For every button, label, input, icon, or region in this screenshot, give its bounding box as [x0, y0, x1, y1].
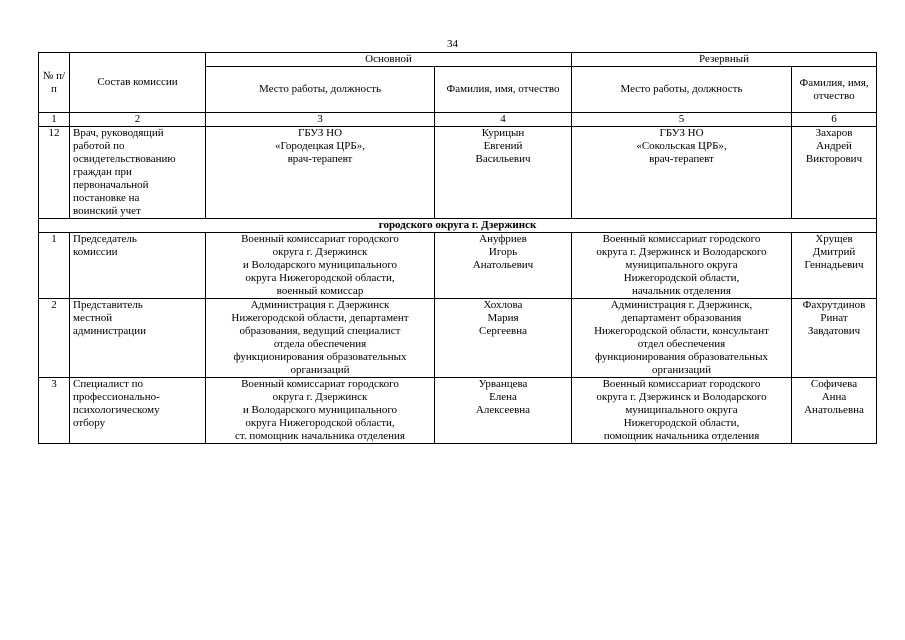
cell-line: Военный комиссариат городского: [241, 378, 399, 390]
cell-line: отдел обеспечения: [637, 338, 726, 350]
row-number: 1: [39, 233, 70, 299]
cell-line: Фахрутдинов: [802, 299, 866, 311]
column-number: 6: [792, 113, 877, 127]
cell-line: Нижегородской области,: [623, 417, 740, 429]
cell-line: Ринат: [820, 312, 848, 324]
cell-line: округа г. Дзержинск: [272, 391, 368, 403]
cell-line: Администрация г. Дзержинск: [250, 299, 390, 311]
column-number: 1: [39, 113, 70, 127]
cell-line: Председатель: [73, 233, 137, 245]
cell-line: отбору: [73, 417, 106, 429]
cell-line: Курицын: [481, 127, 525, 139]
cell-line: помощник начальника отделения: [603, 430, 760, 442]
header-main-name: Фамилия, имя, отчество: [435, 67, 572, 113]
cell-line: Анна: [821, 391, 847, 403]
cell-line: ГБУЗ НО: [297, 127, 343, 139]
table-row: [39, 127, 877, 219]
cell-line: организаций: [651, 364, 712, 376]
column-number: 3: [206, 113, 435, 127]
cell-line: начальник отделения: [632, 285, 731, 297]
cell-line: Васильевич: [475, 153, 531, 165]
role-cell: [70, 127, 206, 219]
cell-line: врач-терапевт: [287, 153, 353, 165]
cell-line: Геннадьевич: [804, 259, 864, 271]
cell-line: Андрей: [816, 140, 852, 152]
cell-line: Нижегородской области, департамент: [231, 312, 409, 324]
row-number: 2: [39, 299, 70, 378]
cell-line: Викторович: [805, 153, 863, 165]
cell-line: и Володарского муниципального: [242, 259, 398, 271]
cell-line: и Володарского муниципального: [242, 404, 398, 416]
cell-line: Елена: [489, 391, 517, 403]
cell-line: функционирования образовательных: [594, 351, 769, 363]
reserve-workplace-cell: [572, 299, 792, 378]
section-row: [39, 219, 877, 233]
header-main-workplace: Место работы, должность: [206, 67, 435, 113]
cell-line: постановке на: [73, 192, 140, 204]
cell-line: Военный комиссариат городского: [602, 378, 761, 390]
section-title: городского округа г. Дзержинск: [39, 219, 877, 233]
cell-line: Анатольевич: [472, 259, 534, 271]
cell-line: Урванцева: [478, 378, 528, 390]
reserve-name-cell: [792, 127, 877, 219]
cell-line: округа Нижегородской области,: [245, 272, 395, 284]
cell-line: отдела обеспечения: [273, 338, 367, 350]
header-num: № п/п: [39, 53, 70, 113]
cell-line: Хохлова: [483, 299, 523, 311]
cell-line: муниципального округа: [625, 259, 738, 271]
column-number: 5: [572, 113, 792, 127]
main-name-cell: [435, 233, 572, 299]
main-name-cell: [435, 127, 572, 219]
cell-line: военный комиссар: [276, 285, 364, 297]
cell-line: работой по: [73, 140, 125, 152]
cell-line: «Городецкая ЦРБ»,: [275, 140, 365, 152]
cell-line: Завдатович: [807, 325, 861, 337]
cell-line: Захаров: [815, 127, 853, 139]
cell-line: Врач, руководящий: [73, 127, 164, 139]
cell-line: первоначальной: [73, 179, 149, 191]
cell-line: Администрация г. Дзержинск,: [610, 299, 753, 311]
reserve-workplace-cell: [572, 233, 792, 299]
row-number: 12: [39, 127, 70, 219]
cell-line: Нижегородской области, консультант: [594, 325, 769, 337]
cell-line: «Сокольская ЦРБ»,: [636, 140, 727, 152]
cell-line: Хрущев: [815, 233, 853, 245]
cell-line: Дмитрий: [812, 246, 856, 258]
row-number: 3: [39, 378, 70, 444]
page-number: 34: [447, 38, 458, 50]
header-composition: Состав комиссии: [70, 53, 206, 113]
cell-line: воинский учет: [73, 205, 141, 217]
cell-line: освидетельствованию: [73, 153, 176, 165]
cell-line: Мария: [487, 312, 519, 324]
cell-line: администрации: [73, 325, 146, 337]
commission-table: [38, 52, 877, 444]
cell-line: Алексеевна: [475, 404, 531, 416]
cell-line: департамент образования: [621, 312, 742, 324]
cell-line: округа г. Дзержинск: [272, 246, 368, 258]
role-cell: [70, 233, 206, 299]
role-cell: [70, 299, 206, 378]
reserve-name-cell: [792, 378, 877, 444]
cell-line: местной: [73, 312, 113, 324]
cell-line: округа г. Дзержинск и Володарского: [596, 391, 767, 403]
column-number-row: [39, 113, 877, 127]
cell-line: Софичева: [810, 378, 858, 390]
role-cell: [70, 378, 206, 444]
header-reserve-group: Резервный: [572, 53, 877, 67]
cell-line: Игорь: [488, 246, 518, 258]
cell-line: округа г. Дзержинск и Володарского: [596, 246, 767, 258]
main-name-cell: [435, 378, 572, 444]
cell-line: Ануфриев: [479, 233, 527, 245]
cell-line: муниципального округа: [625, 404, 738, 416]
reserve-name-cell: [792, 233, 877, 299]
header-main-group: Основной: [206, 53, 572, 67]
cell-line: врач-терапевт: [649, 153, 714, 165]
cell-line: Представитель: [73, 299, 143, 311]
cell-line: ГБУЗ НО: [659, 127, 704, 139]
header-row-1: [39, 53, 877, 67]
column-number: 2: [70, 113, 206, 127]
table-row: [39, 378, 877, 444]
header-reserve-workplace: Место работы, должность: [572, 67, 792, 113]
cell-line: Военный комиссариат городского: [602, 233, 761, 245]
cell-line: организаций: [290, 364, 350, 376]
cell-line: Анатольевна: [804, 404, 864, 416]
main-workplace-cell: [206, 378, 435, 444]
cell-line: Специалист по: [73, 378, 144, 390]
cell-line: округа Нижегородской области,: [245, 417, 395, 429]
cell-line: функционирования образовательных: [233, 351, 407, 363]
cell-line: комиссии: [73, 246, 118, 258]
cell-line: ст. помощник начальника отделения: [235, 430, 405, 442]
column-number: 4: [435, 113, 572, 127]
table-row: [39, 299, 877, 378]
cell-line: Сергеевна: [479, 325, 527, 337]
cell-line: граждан при: [73, 166, 132, 178]
cell-line: Евгений: [483, 140, 523, 152]
reserve-workplace-cell: [572, 378, 792, 444]
header-reserve-name: Фамилия, имя, отчество: [792, 67, 877, 113]
main-workplace-cell: [206, 127, 435, 219]
cell-line: профессионально-: [73, 391, 160, 403]
main-name-cell: [435, 299, 572, 378]
table-row: [39, 233, 877, 299]
reserve-workplace-cell: [572, 127, 792, 219]
reserve-name-cell: [792, 299, 877, 378]
main-workplace-cell: [206, 299, 435, 378]
cell-line: образования, ведущий специалист: [239, 325, 401, 337]
main-workplace-cell: [206, 233, 435, 299]
cell-line: психологическому: [73, 404, 160, 416]
cell-line: Нижегородской области,: [623, 272, 740, 284]
cell-line: Военный комиссариат городского: [241, 233, 399, 245]
